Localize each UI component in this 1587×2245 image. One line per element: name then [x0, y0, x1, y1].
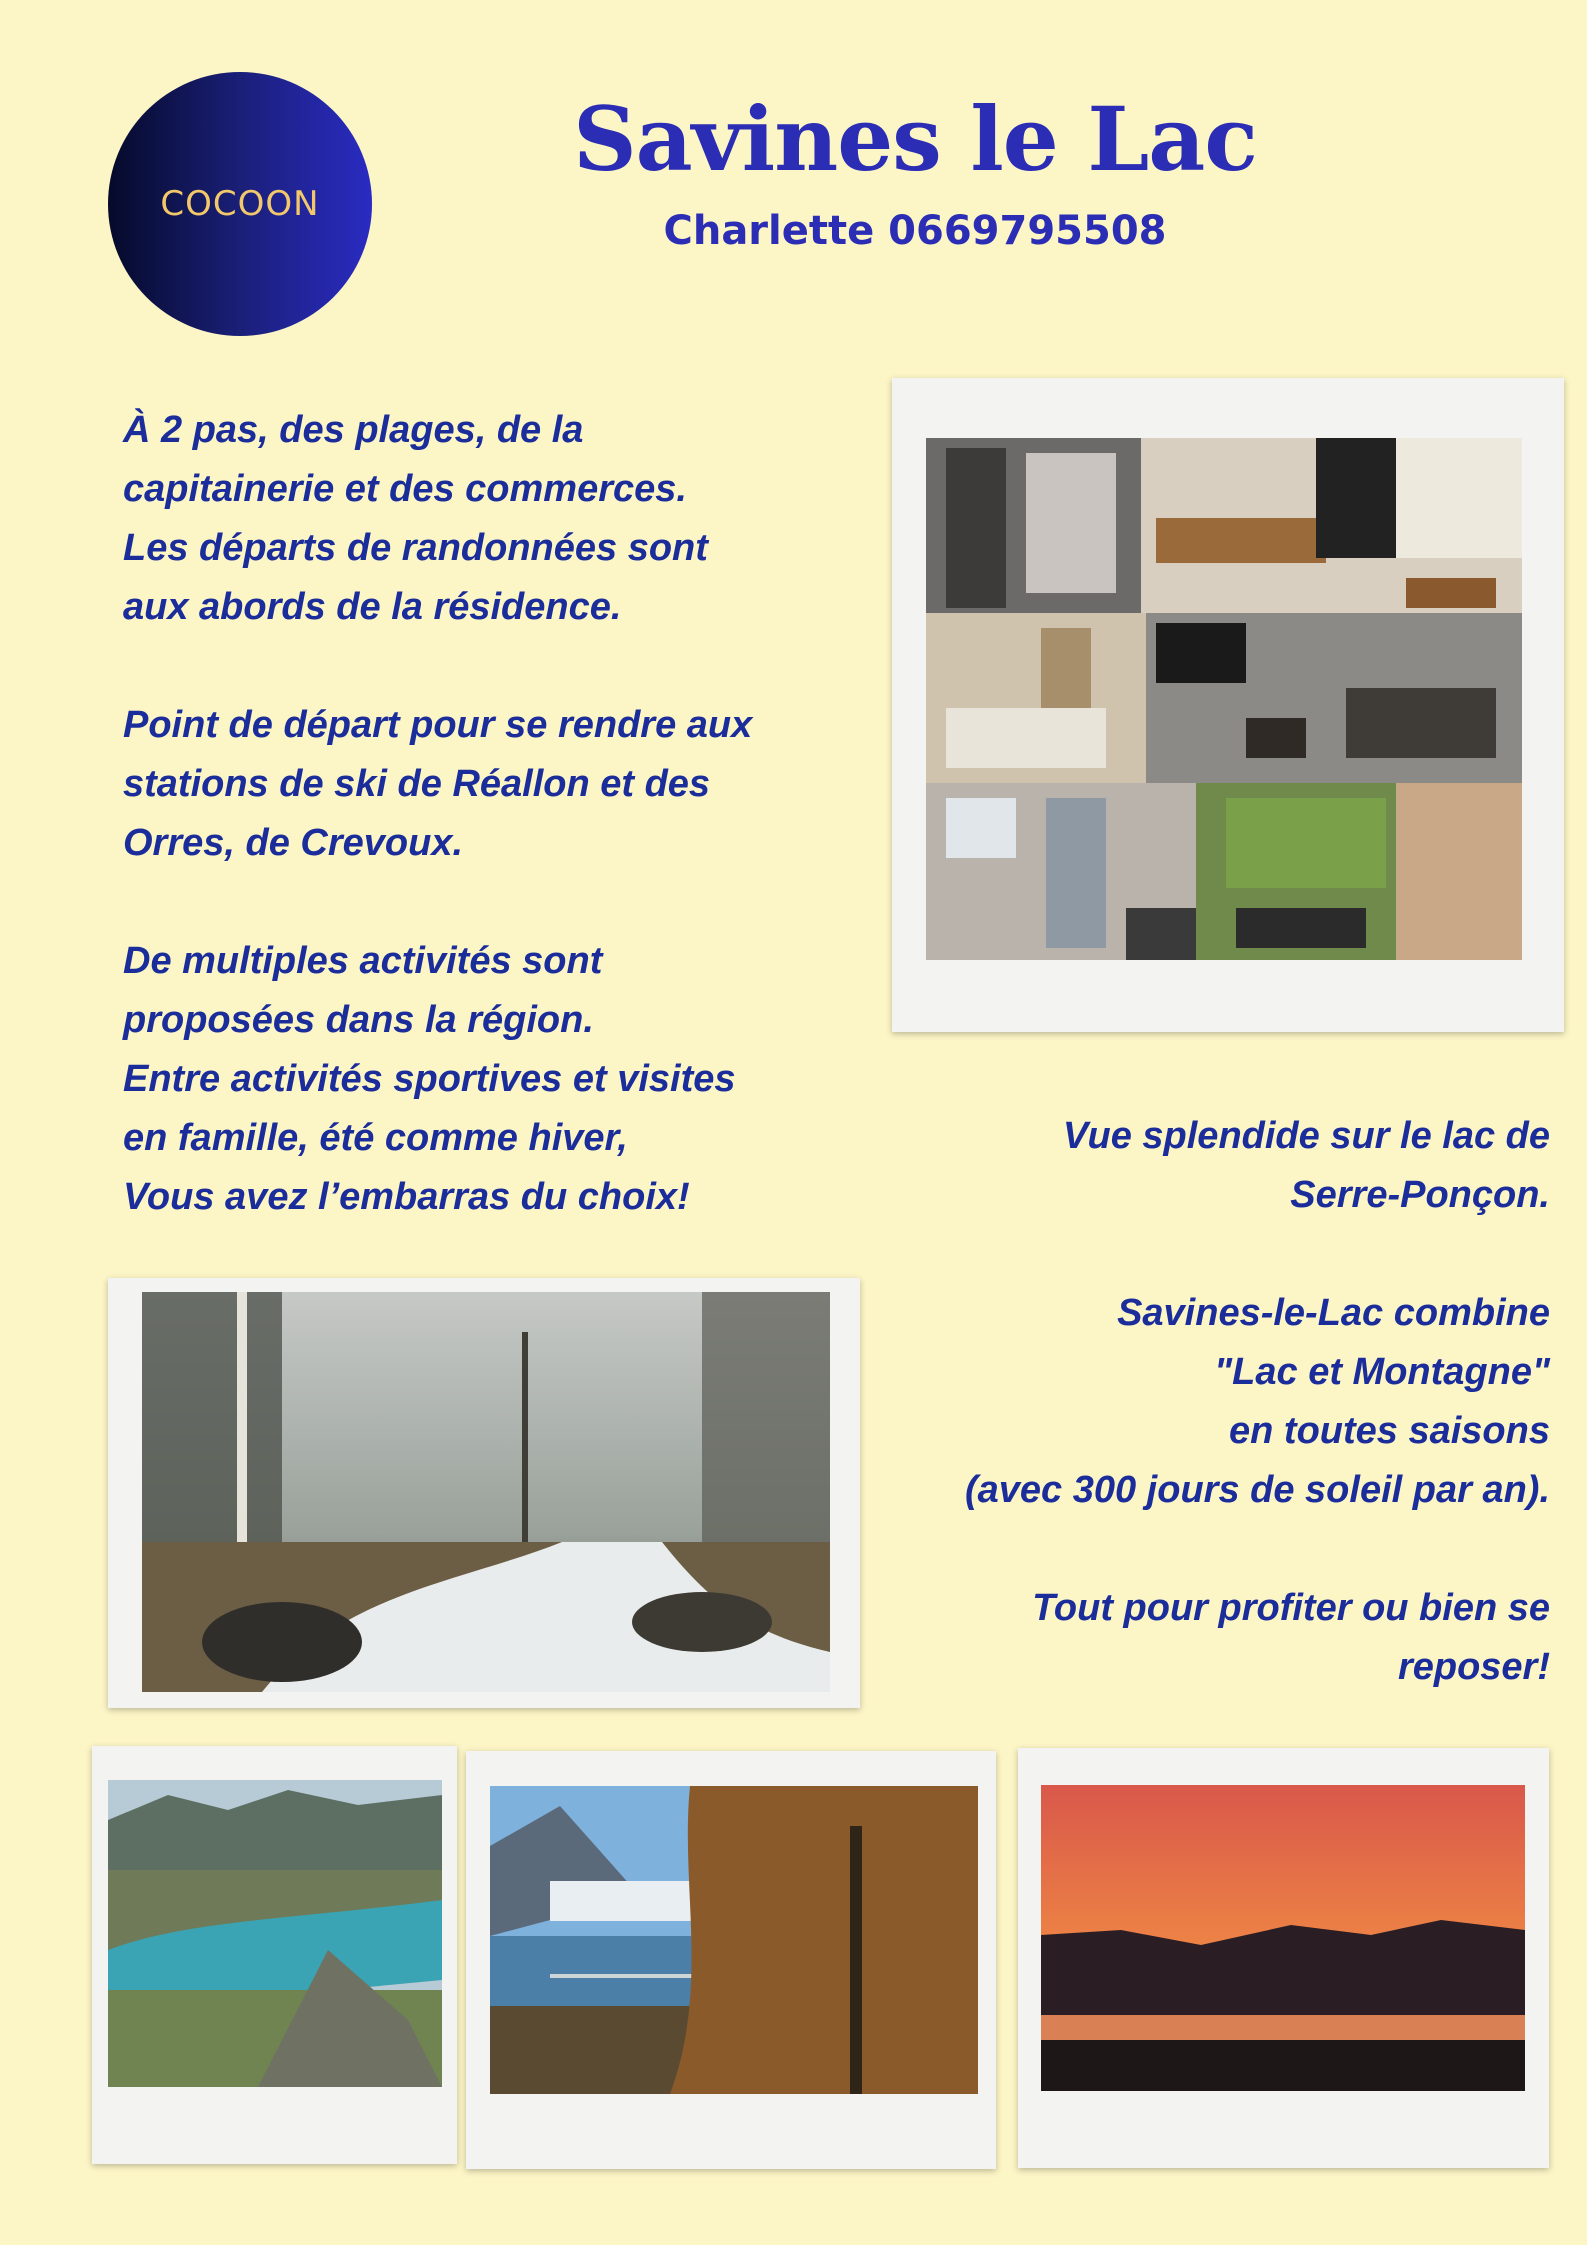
- description-left: À 2 pas, des plages, de la capitainerie et des commerces. Les départs de randonnées sont aux abords de la résidence. Point de départ pour se rendre aux stations de ski de Réallon et des Orres, de Crevoux. De multiples activités sont proposées dans la région. Entre activités sportives et visites en famille, été comme hiver, Vous avez l’embarras du choix!: [123, 409, 753, 1218]
- logo-text: COCOON: [160, 184, 320, 224]
- sunset-photo: [1041, 1785, 1525, 2091]
- apartment-collage-frame: [892, 378, 1564, 1032]
- bridge-autumn-frame: [466, 1751, 996, 2169]
- sunset-frame: [1018, 1748, 1549, 2168]
- bridge-autumn-photo: [490, 1786, 978, 2094]
- forest-river-photo: [142, 1292, 830, 1692]
- lake-mountain-frame: [92, 1746, 457, 2164]
- lake-mountain-photo: [108, 1780, 442, 2087]
- page-title: Savines le Lac: [573, 87, 1257, 191]
- description-right: Vue splendide sur le lac de Serre-Ponçon. Savines-le-Lac combine "Lac et Montagne" en toutes saisons (avec 300 jours de soleil par an). Tout pour profiter ou bien se reposer!: [964, 1115, 1550, 1688]
- contact-line: Charlette 0669795508: [663, 208, 1167, 254]
- cocoon-logo: [108, 72, 372, 336]
- forest-river-frame: [108, 1278, 860, 1708]
- apartment-collage-photo: [926, 438, 1522, 960]
